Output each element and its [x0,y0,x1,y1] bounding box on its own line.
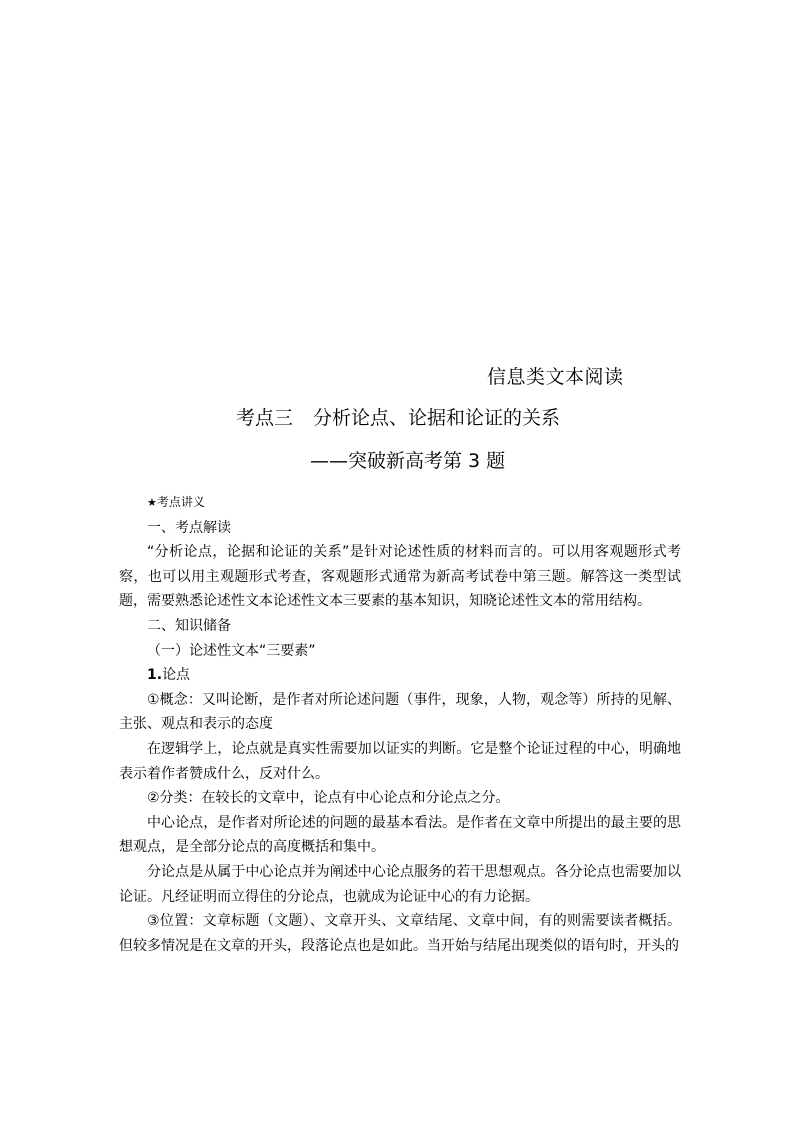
paragraph-2: 在逻辑学上，论点就是真实性需要加以证实的判断。它是整个论证过程的中心，明确地表示着作者赞成什么，反对什么。 [119,740,681,782]
heading-4 [119,663,681,688]
position-paragraph: ③位置：文章标题（文题）、文章开头、文章结尾、文章中间，有的则需要读者概括。但较多情况是在文章的开头，段落论点也是如此。当开始与结尾出现类似的语句时，开头的 [119,913,681,954]
document-subtitle-2: ——突破新高考第 3 题 [310,450,506,472]
heading-4-text: 论点 [162,667,191,684]
heading-4-number: 1. [147,667,163,684]
document-body [119,490,681,958]
heading-1: 一、考点解读 [147,519,231,536]
paragraph-1: “分析论点，论据和论证的关系”是针对论述性质的材料而言的。可以用客观题形式考察，也可以用主观题形式考查，客观题形式通常为新高考试卷中第三题。解答这一类型试题，需要熟悉论述性文本论述性文本三要素的基本知识，知晓论述性文本的常用结构。 [119,544,681,610]
subtitle-topic-number: 考点三 [236,407,294,429]
paragraph-4: 分论点是从属于中心论点并为阐述中心论点服务的若干思想观点。各分论点也需要加以论证。凡经证明而立得住的分论点，也就成为论证中心的有力论据。 [119,863,681,905]
paragraph-3: 中心论点，是作者对所论述的问题的最基本看法。是作者在文章中所提出的最主要的思想观点，是全部分论点的高度概括和集中。 [119,814,681,856]
section-marker [119,490,681,516]
subtitle-topic-name: 分析论点、论据和论证的关系 [313,407,561,429]
heading-2: 二、知识储备 [147,617,231,634]
star-icon: ★ [147,496,157,509]
heading-3: （一）论述性文本“三要素” [147,642,316,659]
document-subtitle [236,405,560,431]
document-title: 信息类文本阅读 [487,366,624,388]
concept-paragraph: ①概念：又叫论断，是作者对所论述问题（事件，现象，人物，观念等）所持的见解、主张、观点和表示的态度 [119,691,681,733]
classification-paragraph: ②分类：在较长的文章中，论点有中心论点和分论点之分。 [147,790,510,807]
section-marker-text: 考点讲义 [156,495,205,509]
